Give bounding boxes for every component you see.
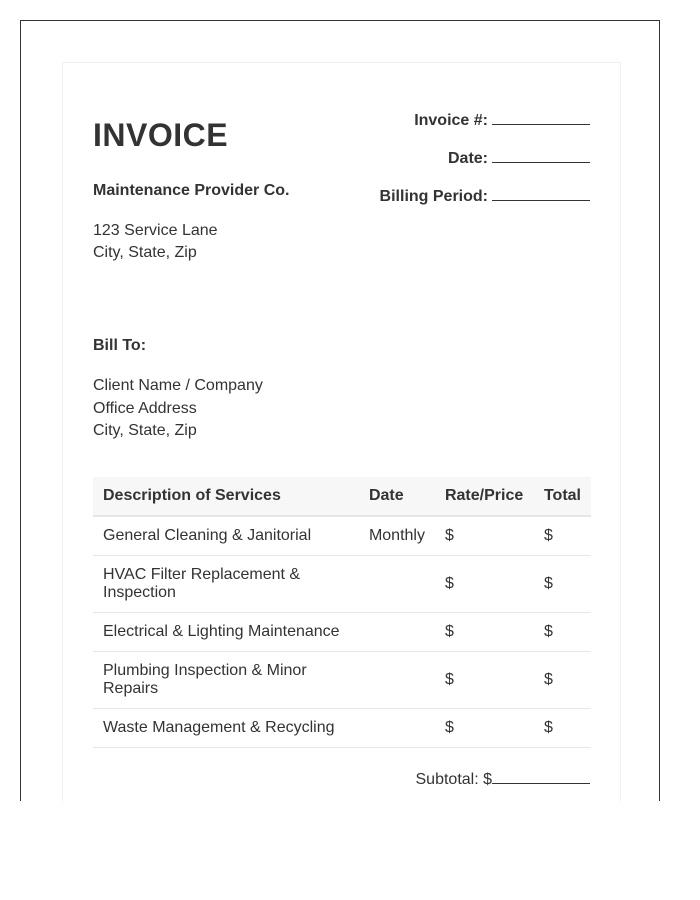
services-table — [93, 477, 591, 748]
subtotal-row — [416, 769, 591, 789]
row-rate: $ — [435, 652, 534, 709]
header-total: Total — [534, 477, 591, 516]
table-row — [93, 709, 591, 748]
table-row — [93, 516, 591, 556]
row-rate: $ — [435, 613, 534, 652]
invoice-date-label: Date: — [447, 150, 488, 167]
bill-to-line2: Office Address — [93, 399, 197, 417]
provider-address-line1: 123 Service Lane — [93, 222, 218, 239]
row-description: Waste Management & Recycling — [93, 709, 359, 748]
row-date: Monthly — [359, 516, 435, 556]
row-rate: $ — [435, 516, 534, 556]
header-rate: Rate/Price — [435, 477, 534, 516]
billing-period-row — [380, 186, 590, 206]
invoice-meta — [380, 110, 590, 224]
billing-period-label: Billing Period: — [379, 188, 488, 205]
header-description: Description of Services — [93, 477, 359, 516]
header-date: Date — [359, 477, 435, 516]
row-description: HVAC Filter Replacement & Inspection — [93, 556, 359, 613]
table-row — [93, 613, 591, 652]
row-total: $ — [534, 652, 591, 709]
invoice-number-row — [380, 110, 590, 130]
row-date — [359, 556, 435, 613]
row-date — [359, 709, 435, 748]
invoice-number-label: Invoice #: — [414, 112, 488, 129]
subtotal-label: Subtotal: $ — [415, 771, 492, 788]
table-row — [93, 556, 591, 613]
invoice-date-blank — [492, 148, 590, 163]
row-total: $ — [534, 709, 591, 748]
row-total: $ — [534, 613, 591, 652]
invoice-date-row — [380, 148, 590, 168]
bill-to-label: Bill To: — [93, 337, 147, 354]
bill-to-line1: Client Name / Company — [93, 377, 263, 394]
invoice-title: INVOICE — [93, 117, 229, 153]
bill-to-address — [93, 375, 263, 443]
row-description: Plumbing Inspection & Minor Repairs — [93, 652, 359, 709]
table-row — [93, 652, 591, 709]
subtotal-blank — [492, 769, 590, 784]
row-description: Electrical & Lighting Maintenance — [93, 613, 359, 652]
invoice-sheet — [62, 62, 621, 801]
row-total: $ — [534, 556, 591, 613]
row-description: General Cleaning & Janitorial — [93, 516, 359, 556]
provider-address-line2: City, State, Zip — [93, 244, 197, 261]
row-date — [359, 613, 435, 652]
row-rate: $ — [435, 556, 534, 613]
provider-name: Maintenance Provider Co. — [93, 182, 290, 199]
provider-address — [93, 220, 218, 264]
document-viewport — [20, 20, 660, 801]
row-date — [359, 652, 435, 709]
bill-to-line3: City, State, Zip — [93, 422, 197, 439]
table-header-row — [93, 477, 591, 516]
billing-period-blank — [492, 186, 590, 201]
invoice-number-blank — [492, 110, 590, 125]
row-total: $ — [534, 516, 591, 556]
row-rate: $ — [435, 709, 534, 748]
